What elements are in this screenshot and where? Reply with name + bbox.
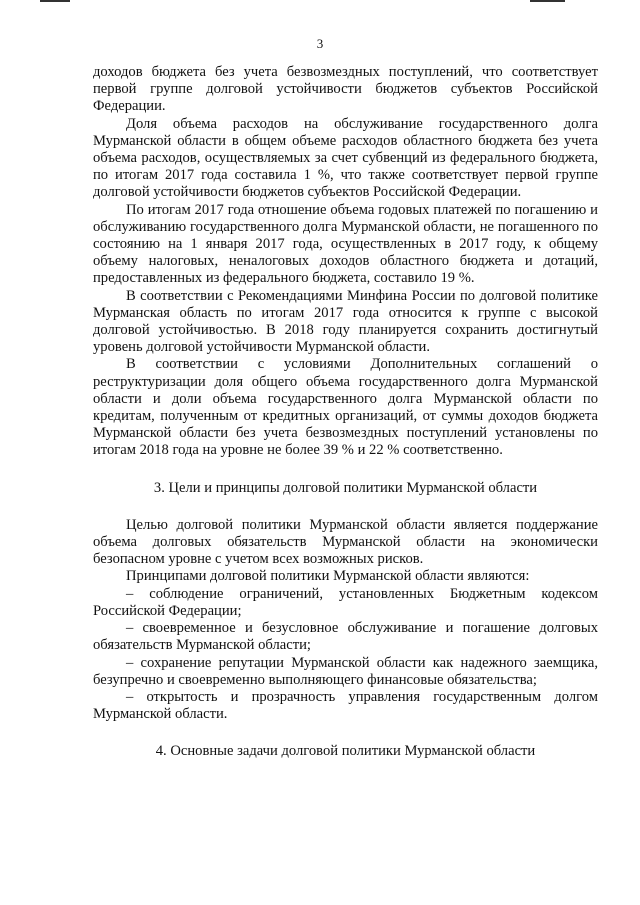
paragraph: В соответствии с условиями Дополнительных соглашений о реструктуризации доля общего объема государственного долга Мурманской области и доли объема государственного долга Мурманской области по кредитам, полученным от кредитных организаций, от суммы доходов бюджета Мурманской области без учета безвозмездных поступлений установлены по итогам 2018 года на уровне не более 39 % и 22 % соответственно. [93, 356, 598, 459]
paragraph: Принципами долговой политики Мурманской области являются: [126, 568, 530, 585]
list-item: – своевременное и безусловное обслуживание и погашение долговых обязательств Мурманской области; [93, 620, 598, 654]
paragraph: доходов бюджета без учета безвозмездных поступлений, что соответствует первой группе долговой устойчивости бюджетов субъектов Российской Федерации. [93, 64, 598, 115]
list-item: – сохранение репутации Мурманской области как надежного заемщика, безупречно и своевременно выполняющего финансовые обязательства; [93, 654, 598, 688]
document-body [93, 64, 598, 761]
paragraph: В соответствии с Рекомендациями Минфина России по долговой политике Мурманская область по итогам 2017 года относится к группе с высокой долговой устойчивостью. В 2018 году планируется сохранить достигнутый уровень долговой устойчивости Мурманской области. [93, 287, 598, 356]
list-item: – открытость и прозрачность управления государственным долгом Мурманской области. [93, 688, 598, 723]
list-item: – соблюдение ограничений, установленных Бюджетным кодексом Российской Федерации; [93, 585, 598, 619]
top-edge-mark-right [530, 0, 565, 2]
section-heading: 3. Цели и принципы долговой политики Мурманской области [153, 479, 538, 496]
paragraph: По итогам 2017 года отношение объема годовых платежей по погашению и обслуживанию государственного долга Мурманской области, не погашенного по состоянию на 1 января 2017 года, осуществленных в 2017 году, к общему объему налоговых, неналоговых доходов областного бюджета и дотаций, предоставленных из федерального бюджета, составило 19 %. [93, 201, 598, 287]
paragraph: Целью долговой политики Мурманской области является поддержание объема долговых обязательств Мурманской области на экономически безопасном уровне с учетом всех возможных рисков. [93, 516, 598, 568]
paragraph: Доля объема расходов на обслуживание государственного долга Мурманской области в общем объеме расходов областного бюджета без учета объема расходов, осуществляемых за счет субвенций из федерального бюджета, по итогам 2017 года составила 1 %, что также соответствует первой группе долговой устойчивости бюджетов субъектов Российской Федерации. [93, 115, 598, 201]
top-edge-mark-left [40, 0, 70, 2]
section-heading: 4. Основные задачи долговой политики Мурманской области [155, 743, 536, 760]
page-number: 3 [316, 36, 324, 51]
